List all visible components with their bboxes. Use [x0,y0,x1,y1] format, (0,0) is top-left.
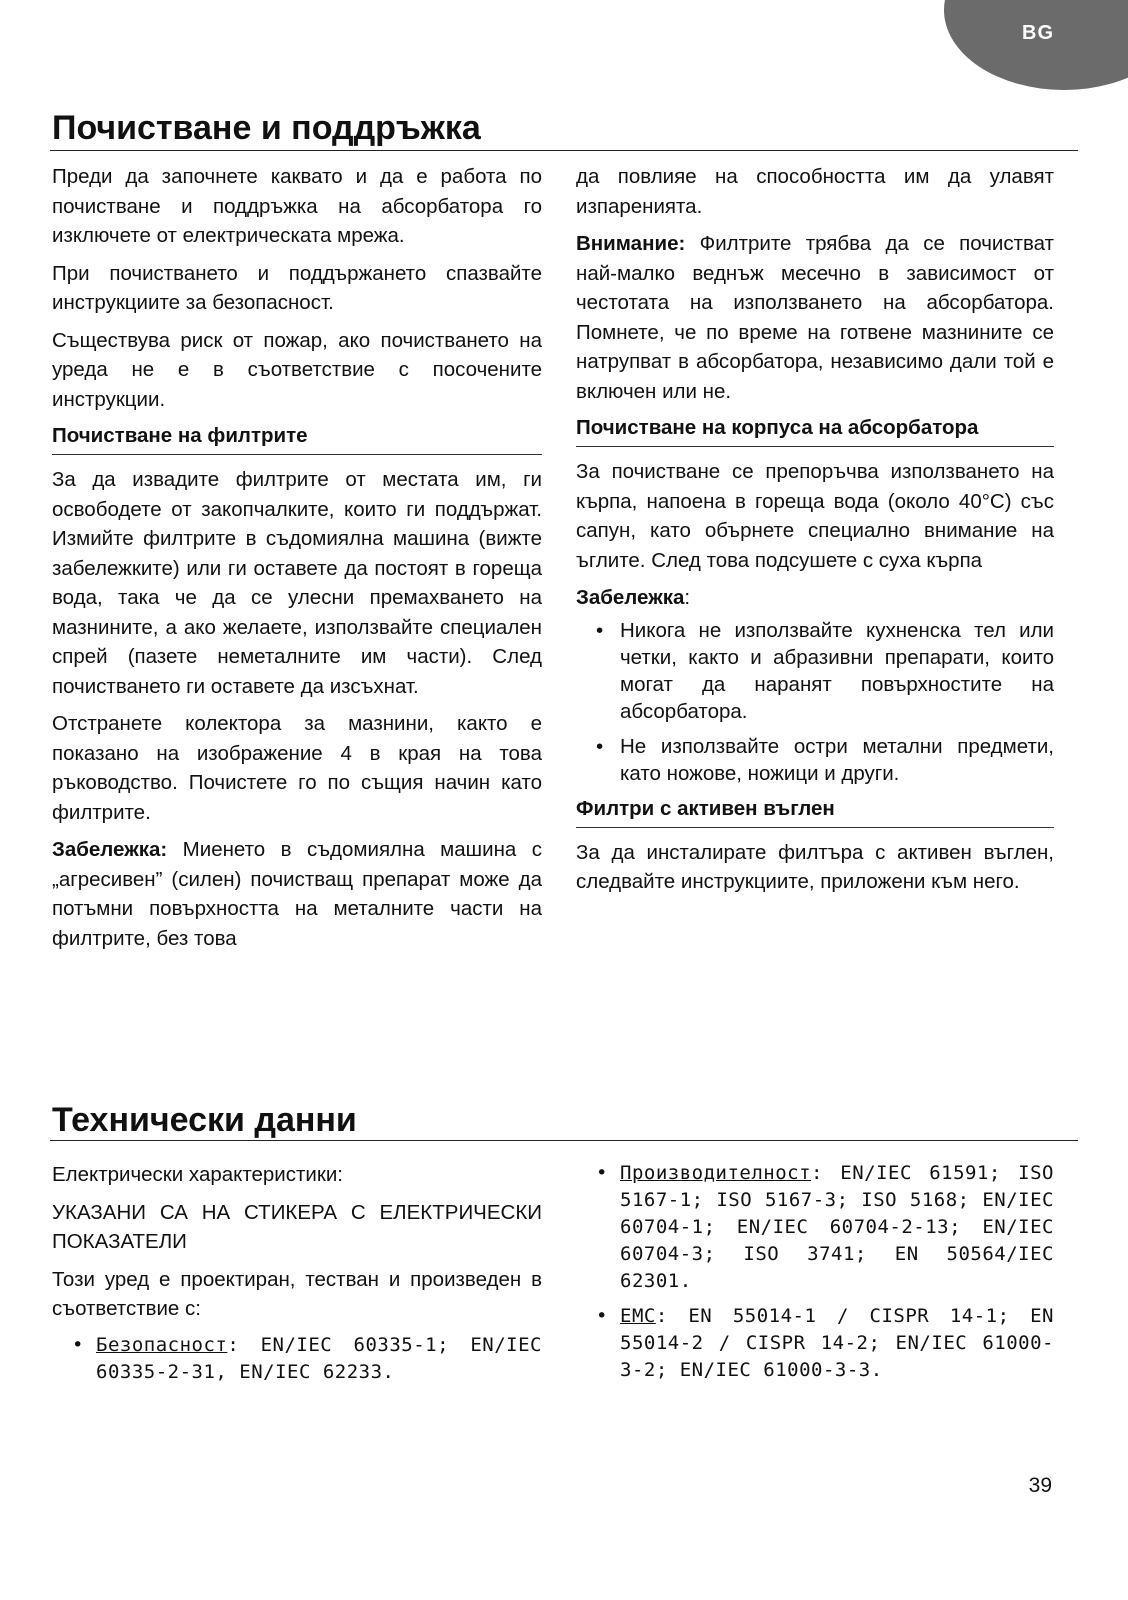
paragraph: При почистването и поддържането спазвайте инструкциите за безопасност. [52,261,542,314]
note-label: Забележка: [52,838,168,861]
safety-label: Безопасност [96,1333,228,1356]
language-label: BG [1022,22,1054,44]
technical-right-column [576,1160,1054,1392]
list-item [72,1332,542,1386]
paragraph: За да инсталирате филтъра с активен въглен, следвайте инструкциите, приложени към него. [576,840,1054,893]
performance-text: : EN/IEC 61591; ISO 5167-1; ISO 5167-3; ISO 5168; EN/IEC 60704-1; EN/IEC 60704-2-13; EN/IEC 60704-3; ISO 3741; EN 50564/IEC 62301. [620,1162,1054,1292]
paragraph: Този уред е проектиран, тестван и произведен в съответствие с: [52,1267,542,1320]
paragraph: да повлияе на способността им да улавят изпаренията. [576,165,1054,218]
bullet-icon: • [72,1333,84,1356]
technical-left-column [52,1160,542,1394]
emc-text: : EN 55014-1 / CISPR 14-1; EN 55014-2 / CISPR 14-2; EN/IEC 61000-3-2; EN/IEC 61000-3-3. [620,1305,1054,1381]
subheading-carbon: Филтри с активен въглен [576,795,1054,828]
paragraph: За почистване се препоръчва използването на кърпа, напоена в гореща вода (около 40°C) със сапун, като обърнете специално внимание на ъглите. След това подсушете с суха кърпа [576,460,1054,572]
paragraph: Съществува риск от пожар, ако почистването на уреда не е в съответствие с посочените инструкции. [52,328,542,411]
note-paragraph [52,835,542,953]
note-text: Миенето в съдомиялна машина с „агресивен” (силен) почистващ препарат може да потъмни повърхността на металните части на филтрите, без това [52,838,542,950]
list-item: • Никога не използвайте кухненска тел или четки, както и абразивни препарати, които могат да наранят повърхностите на абсорбатора. [596,618,1054,723]
attention-text: Филтрите трябва да се почистват най-малко веднъж месечно в зависимост от честотата на използването на абсорбатора. Помнете, че по време на готвене мазнините се натрупват в абсорбатора, независимо дали той е включен или не. [576,232,1054,403]
bullet-icon: • [596,734,604,758]
emc-label: EMC [620,1305,656,1327]
section-rule [50,1140,1078,1141]
attention-paragraph [576,229,1054,406]
bullet-icon: • [596,618,604,642]
list-item [596,1303,1054,1384]
standards-list [576,1160,1054,1384]
note-colon: : [684,586,691,609]
list-item: • Не използвайте остри метални предмети, като ножове, ножици и други. [596,734,1054,785]
paragraph: За да извадите филтрите от местата им, ги освободете от закопчалките, които ги поддържат. Измийте филтрите в съдомиялна машина (вижте забележките) или ги оставете да постоят в гореща вода, така че да се улесни премахването на мазнините, а ако желаете, използвайте специален спрей (пазете неметалните им части). След почистването ги оставете да изсъхнат. [52,468,542,698]
note-label: Забележка [576,586,685,609]
note-heading [576,583,1054,613]
paragraph: УКАЗАНИ СА НА СТИКЕРА С ЕЛЕКТРИЧЕСКИ ПОКАЗАТЕЛИ [52,1200,542,1253]
list-item [596,1160,1054,1295]
paragraph: Отстранете колектора за мазнини, както е показано на изображение 4 в края на това ръководство. Почистете го по същия начин като филтрите. [52,712,542,824]
bullet-icon: • [596,1305,608,1327]
safety-text: : EN/IEC 60335-1; EN/IEC 60335-2-31, EN/IEC 62233. [96,1333,542,1383]
bullet-icon: • [596,1162,608,1184]
standards-list [52,1332,542,1386]
paragraph: Преди да започнете каквато и да е работа по почистване и поддръжка на абсорбатора го изключете от електрическата мрежа. [52,165,542,247]
subheading-filters: Почистване на филтрите [52,422,542,455]
page-number: 39 [1028,1474,1052,1497]
note-list [576,617,1054,787]
paragraph: Електрически характеристики: [52,1163,343,1186]
section-rule [50,150,1078,151]
attention-label: Внимание: [576,232,686,255]
section-title-cleaning: Почистване и поддръжка [52,109,481,147]
cleaning-left-column [52,162,542,961]
cleaning-right-column [576,162,1054,905]
language-tab [944,0,1128,90]
subheading-body: Почистване на корпуса на абсорбатора [576,414,1054,447]
section-title-technical: Технически данни [52,1101,357,1139]
performance-label: Производителност [620,1162,812,1184]
